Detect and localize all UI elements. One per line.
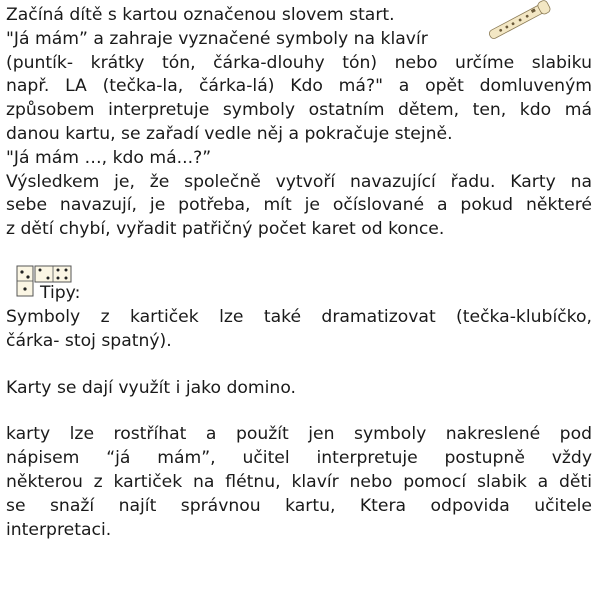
tips-label: Tipy: [40, 282, 81, 303]
text-line: z dětí chybí, vyřadit patřičný počet karet od konce. [6, 219, 445, 240]
text-line: "Já mám …, kdo má...?” [6, 147, 212, 168]
text-line: karty lze rostříhat a použít jen symboly nakreslené pod [6, 424, 592, 445]
text-line: danou kartu, se zařadí vedle něj a pokračuje stejně. [6, 123, 453, 144]
intro-paragraph [6, 4, 592, 242]
text-line: Začíná dítě s kartou označenou slovem start. [6, 5, 395, 25]
text-line: některou z kartiček na flétnu, klavír nebo pomocí slabik a děti [6, 471, 592, 492]
text-line: sebe navazují, je potřeba, mít je očíslované a pokud některé [6, 195, 592, 216]
text-line: např. LA (tečka-la, čárka-lá) Kdo má?" a opět domluveným [6, 76, 592, 97]
text-line: nápisem “já mám”, učitel interpretuje postupně vždy [6, 448, 592, 469]
text-line: (puntík- krátky tón, čárka-dlouhy tón) nebo určíme slabiku [6, 52, 592, 73]
text-line: se snaží najít správnou kartu, Ktera odpovida učitele [6, 495, 592, 516]
tips-paragraph-2 [6, 377, 592, 401]
tips-paragraph-3 [6, 423, 592, 542]
text-line: Symboly z kartiček lze také dramatizovat (tečka-klubíčko, [6, 306, 592, 327]
tips-heading [6, 264, 592, 308]
text-line: interpretaci. [6, 519, 112, 540]
text-line: způsobem interpretuje symboly ostatním dětem, ten, kdo má [6, 100, 592, 121]
tips-paragraph-1 [6, 306, 592, 354]
text-line: Výsledkem je, že společně vytvoří navazující řadu. Karty na [6, 171, 592, 192]
text-line: Karty se dají využít i jako domino. [6, 377, 297, 398]
text-line: čárka- stoj spatný). [6, 330, 172, 351]
text-line: "Já mám” a zahraje vyznačené symboly na klavír [6, 28, 428, 49]
document-page [6, 4, 592, 542]
